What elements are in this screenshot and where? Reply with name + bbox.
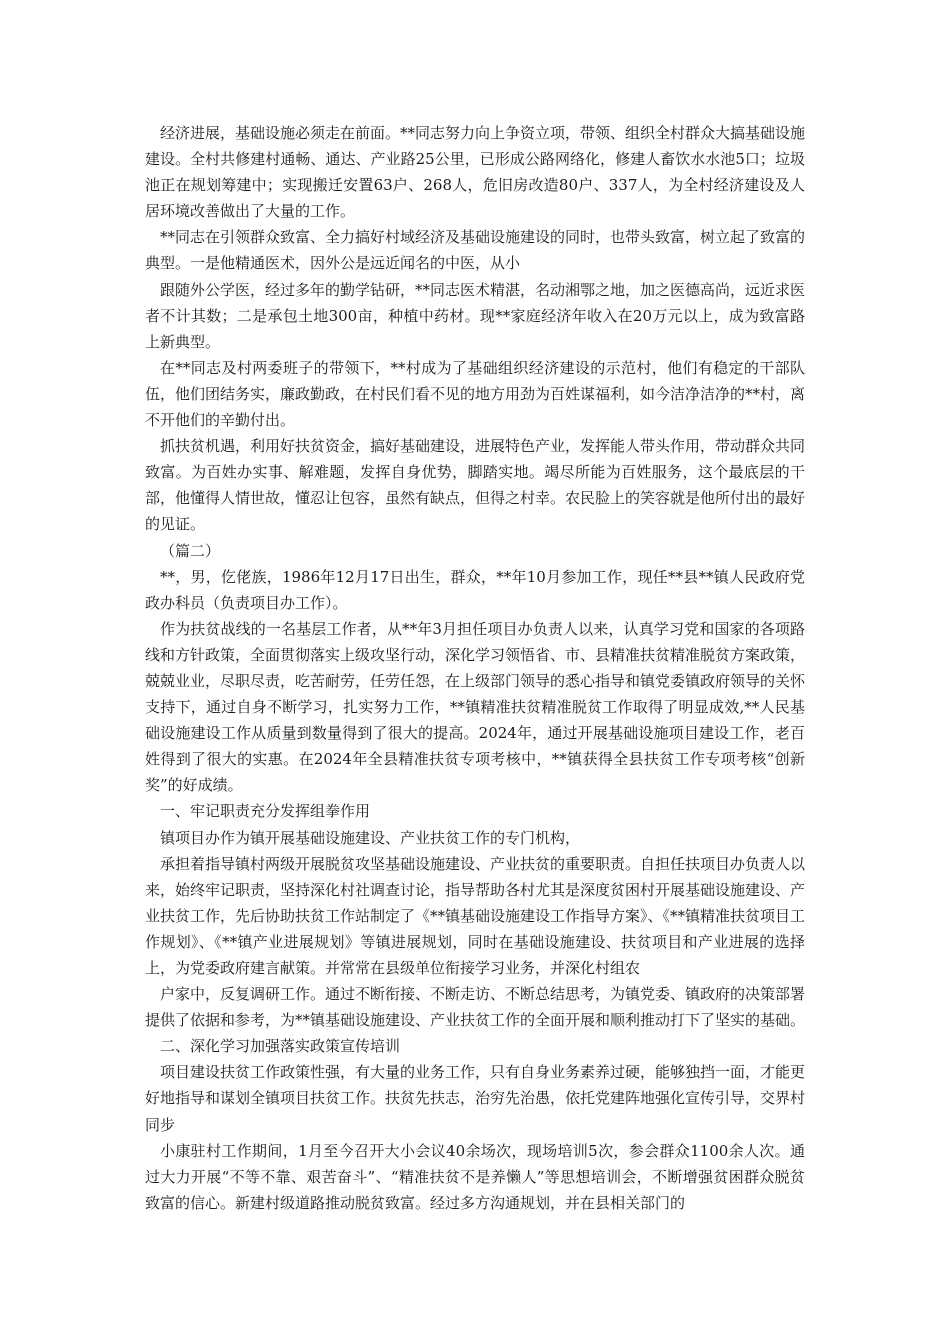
section-heading: 二、深化学习加强落实政策宣传培训: [160, 1037, 401, 1056]
paragraph: 作为扶贫战线的一名基层工作者，从**年3月担任项目办负责人以来，认真学习党和国家的各项路线和方针政策，全面贯彻落实上级攻坚行动，深化学习领悟省、市、县精准扶贫精准脱贫方案政策，兢兢业业，尽职尽责，吃苦耐劳，任劳任怨，在上级部门领导的悉心指导和镇党委镇政府领导的关怀支持下，通过自身不断学习，扎实努力工作，**镇精准扶贫精准脱贫工作取得了明显成效,**人民基础设施建设工作从质量到数量得到了很大的提高。2024年，通过开展基础设施项目建设工作，老百姓得到了很大的实惠。在2024年全县精准扶贫专项考核中，**镇获得全县扶贫工作专项考核“创新奖”的好成绩。: [145, 619, 806, 795]
paragraph: 跟随外公学医，经过多年的勤学钻研，**同志医术精湛，名动湘鄂之地，加之医德高尚，远近求医者不计其数；二是承包土地300亩，种植中药材。现**家庭经济年收入在20万元以上，成为致富路上新典型。: [145, 280, 806, 351]
paragraph: **同志在引领群众致富、全力搞好村域经济及基础设施建设的同时，也带头致富，树立起了致富的典型。一是他精通医术，因外公是远近闻名的中医，从小: [145, 228, 806, 273]
section-heading: 一、牢记职责充分发挥组拳作用: [160, 802, 371, 821]
paragraph: 小康驻村工作期间，1月至今召开大小会议40余场次，现场培训5次，参会群众1100余人次。通过大力开展“不等不靠、艰苦奋斗”、“精准扶贫不是养懒人”等思想培训会，不断增强贫困群众脱贫致富的信心。新建村级道路推动脱贫致富。经过多方沟通规划，并在县相关部门的: [145, 1141, 805, 1212]
paragraph: 户家中，反复调研工作。通过不断衔接、不断走访、不断总结思考，为镇党委、镇政府的决策部署提供了依据和参考，为**镇基础设施建设、产业扶贫工作的全面开展和顺利推动打下了坚实的基础。: [145, 985, 806, 1030]
section-heading: （篇二）: [160, 541, 221, 560]
paragraph: 项目建设扶贫工作政策性强，有大量的业务工作，只有自身业务素养过硬，能够独挡一面，才能更好地指导和谋划全镇项目扶贫工作。扶贫先扶志，治穷先治愚，依托党建阵地强化宣传引导，交界村同步: [145, 1063, 806, 1134]
paragraph: 在**同志及村两委班子的带领下，**村成为了基础组织经济建设的示范村，他们有稳定的干部队伍，他们团结务实，廉政勤政，在村民们看不见的地方用劲为百姓谋福利，如今洁净洁净的**村，离不开他们的辛勤付出。: [145, 358, 806, 430]
document-body: [145, 120, 805, 1216]
paragraph: 承担着指导镇村两级开展脱贫攻坚基础设施建设、产业扶贫的重要职责。自担任扶项目办负责人以来，始终牢记职责，坚持深化村社调查讨论，指导帮助各村尤其是深度贫困村开展基础设施建设、产业扶贫工作，先后协助扶贫工作站制定了《**镇基础设施建设工作指导方案》、《**镇精准扶贫项目工作规划》、《**镇产业进展规划》等镇进展规划，同时在基础设施建设、扶贫项目和产业进展的选择上，为党委政府建言献策。并常常在县级单位衔接学习业务，并深化村组农: [145, 854, 806, 977]
paragraph: 经济进展，基础设施必须走在前面。**同志努力向上争资立项，带领、组织全村群众大搞基础设施建设。全村共修建村通畅、通达、产业路25公里，已形成公路网络化，修建人畜饮水水池5口；垃圾池正在规划筹建中；实现搬迁安置63户、268人，危旧房改造80户、337人，为全村经济建设及人居环境改善做出了大量的工作。: [145, 124, 806, 221]
paragraph: 抓扶贫机遇，利用好扶贫资金，搞好基础建设，进展特色产业，发挥能人带头作用，带动群众共同致富。为百姓办实事、解难题，发挥自身优势，脚踏实地。竭尽所能为百姓服务，这个最底层的干部，他懂得人情世故，懂忍让包容，虽然有缺点，但得之村幸。农民脸上的笑容就是他所付出的最好的见证。: [145, 437, 806, 534]
paragraph: **，男，仡佬族，1986年12月17日出生，群众，**年10月参加工作，现任**县**镇人民政府党政办科员（负责项目办工作）。: [145, 567, 805, 612]
paragraph: 镇项目办作为镇开展基础设施建设、产业扶贫工作的专门机构，: [160, 828, 581, 847]
